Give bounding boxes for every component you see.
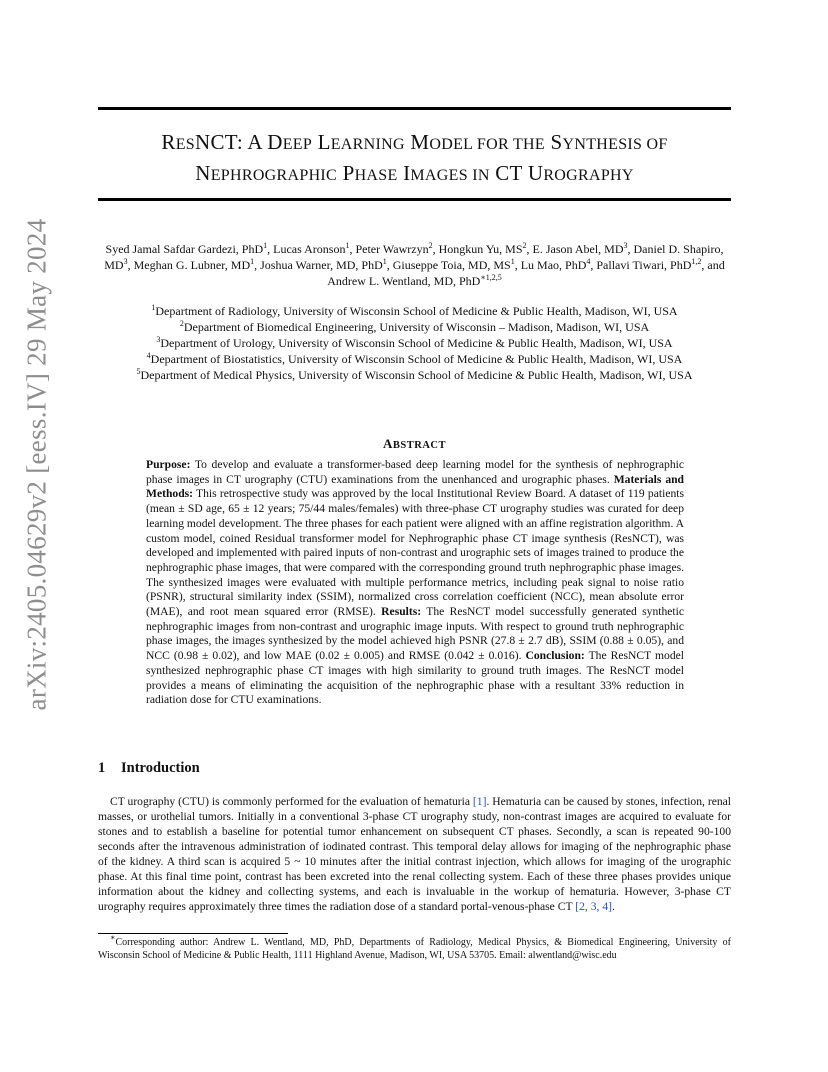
author: [521, 258, 591, 272]
author: [260, 258, 387, 272]
author-affiliation-mark: 1: [510, 257, 515, 266]
title-segment: YNTHESIS OF: [562, 136, 668, 153]
abstract-label: Results:: [381, 605, 422, 619]
title-segment: MAGES IN: [410, 167, 490, 184]
abstract-label: Conclusion:: [525, 649, 585, 663]
title-segment: EARNING: [330, 136, 405, 153]
abstract-heading-rest: BSTRACT: [392, 440, 446, 451]
citation-group-2-4: [2, 3, 4]: [575, 900, 612, 913]
author: [439, 242, 527, 256]
author-conjunction: and: [707, 258, 725, 272]
affiliation-line: [92, 335, 737, 351]
author-affiliation-mark: 2: [522, 241, 527, 250]
abstract-label: Materials and Methods:: [146, 472, 685, 501]
title-segment: ROGRAPHY: [543, 167, 634, 184]
author-affiliation-mark: 1: [263, 241, 268, 250]
affiliation-number: 1: [151, 303, 156, 312]
author-affiliation-mark: 4: [586, 257, 591, 266]
abstract-label: Purpose:: [146, 458, 191, 471]
abstract-text: This retrospective study was approved by the local Institutional Review Board. A dataset of 119 patients (mean ± SD age, 65 ± 12 years; 75/44 males/females) with three-phase CT urography studies was curated for deep learning model development. The three phases for each patient were aligned with an affine registration algorithm. A custom model, coined Residual transformer model for Nephrographic phase CT image synthesis (ResNCT), was developed and implemented with paired inputs of non-contrast and urographic sets of images trained to produce the nephrographic phase images, that were compared with the corresponding ground truth nephrographic phase images. The synthesized images were evaluated with multiple performance metrics, including peak signal to noise ratio (PSNR), structural similarity index (SSIM), normalized cross correlation coefficient (NCC), mean absolute error (MAE), and root mean squared error (RMSE).: [146, 487, 684, 619]
author-name: Joshua Warner, MD, PhD: [260, 258, 383, 272]
abstract-heading: [98, 436, 731, 452]
abstract-body: [146, 458, 684, 708]
title-segment: CT U: [489, 161, 544, 185]
corresponding-author-footnote: [98, 933, 731, 963]
abstract-text: The ResNCT model synthesized nephrographic phase CT images with high similarity to ground truth images. The ResNCT model provides a means of eliminating the acquisition of the nephrographic phase with a resultant 33% reduction in radiation dose for CTU examinations.: [146, 649, 684, 707]
author-name: Lucas Aronson: [273, 242, 346, 256]
affiliation-line: [92, 367, 737, 383]
affiliation-number: 4: [146, 351, 151, 360]
author-list: Syed Jamal Safdar Gardezi, PhD$^1$, Lucas Aronson$^1$, Peter Wawrzyn$^2$, Hongkun Yu, $MS^2$, E. Jason Abel, $MD^3$, Daniel D. Shapiro, $MD^3$, Meghan G. Lubner, $MD^1$, Joshua Warner, MD, PhD$^1$, Giuseppe Toia, MD, $MS^1$, Lu Mao, PhD$^4$, Pallavi Tiwari, PhD$^{1,2}$, and Andrew L. Wentland, MD, PhD$^{∗1,2,5}$: [104, 241, 725, 288]
abstract-text: The ResNCT model successfully generated synthetic nephrographic images from non-contrast and urographic image inputs. With respect to ground truth nephrographic phase images, the images synthesized by the model achieved high PSNR (27.8 ± 2.7 dB), SSIM (0.88 ± 0.05), and NCC (0.98 ± 0.02), and low MAE (0.02 ± 0.005) and RMSE (0.042 ± 0.016).: [146, 605, 684, 663]
affiliation-number: 2: [179, 319, 184, 328]
title-segment: M: [404, 130, 430, 154]
intro-text-2: . Hematuria can be caused by stones, infection, renal masses, or urothelial tumors. Initially in a conventional 3-phase CT urography study, non-contrast images are acquired to evaluate for stones and to establish a baseline for potential tumor enhancement on subsequent CT phases. Secondly, a scan is repeated 90-100 seconds after the intravenous administration of iodinated contrast. This temporal delay allows for imaging of the nephrographic phase of the kidney. A third scan is acquired 5 ~ 10 minutes after the initial contrast injection, which allows for imaging of the urographic phase. At this final time point, contrast has been excreted into the renal collecting system. Each of these three phases provides unique information about the kidney and collecting systems, and each is invaluable in the workup of hematuria. However, 3-phase CT urography requires approximately three times the radiation dose of a standard portal-venous-phase CT: [98, 795, 731, 913]
author-name: Hongkun Yu, MS: [438, 242, 523, 256]
affiliation-line: [92, 319, 737, 335]
title-segment: ODEL FOR THE: [429, 136, 545, 153]
citation-4[interactable]: 4: [602, 900, 609, 913]
author-affiliation-mark: 3: [123, 257, 128, 266]
title-segment: EEP: [282, 136, 313, 153]
arxiv-identifier: [21, 218, 52, 710]
title-segment: P: [337, 161, 355, 185]
author-name: Syed Jamal Safdar Gardezi, PhD: [105, 242, 264, 256]
affiliation-number: 3: [156, 335, 161, 344]
author-affiliation-mark: 1: [250, 257, 255, 266]
affiliation-line: [92, 351, 737, 367]
affiliation-text: Department of Medical Physics, University of Wisconsin School of Medicine & Public Health, Madison, WI, USA: [140, 368, 693, 382]
section-heading-introduction: [98, 760, 731, 777]
arxiv-identifier-text: arXiv:2405.04629v2 [eess.IV] 29 May 2024: [21, 218, 52, 710]
affiliation-line: [92, 303, 737, 319]
citation-1[interactable]: [1]: [472, 795, 487, 808]
section-number: 1: [98, 760, 106, 776]
citation-3[interactable]: 3: [590, 900, 597, 913]
author-name: Pallavi Tiwari, PhD: [596, 258, 692, 272]
author-affiliation-mark: 1,2: [691, 257, 702, 266]
abstract-text: To develop and evaluate a transformer-based deep learning model for the synthesis of nephrographic phase images in CT urography (CTU) examinations from the unenhanced and urographic phases.: [146, 458, 684, 486]
affiliation-list: [92, 303, 737, 383]
title-segment: ES: [175, 136, 195, 153]
title-segment: HASE: [354, 167, 398, 184]
author: [393, 258, 515, 272]
author-name: Andrew L. Wentland, MD, PhD: [327, 274, 481, 288]
author-name: Meghan G. Lubner, MD: [133, 258, 251, 272]
title-segment: R: [161, 130, 176, 154]
title-segment: I: [397, 161, 411, 185]
title-segment: EPHROGRAPHIC: [210, 167, 338, 184]
author: [134, 258, 255, 272]
author-name: Daniel D. Shapiro, MD: [104, 242, 724, 272]
author-affiliation-mark: 2: [428, 241, 433, 250]
affiliation-number: 5: [136, 367, 141, 376]
author: [355, 242, 432, 256]
author-affiliation-mark: 1: [345, 241, 350, 250]
author-affiliation-mark: 1: [382, 257, 387, 266]
footnote-text: Corresponding author: Andrew L. Wentland, MD, PhD, Departments of Radiology, Medical Physics, & Biomedical Engineering, University of Wisconsin School of Medicine & Public Health, 1111 Highland Avenue, Madison, WI, USA 53705. Email: alwentland@wisc.edu: [98, 937, 731, 962]
author-affiliation-mark: 3: [623, 241, 628, 250]
footnote-mark: ∗: [110, 933, 116, 942]
introduction-paragraph: [98, 794, 731, 914]
paper-title-line-2: [98, 159, 731, 190]
intro-text-1: CT urography (CTU) is commonly performed for the evaluation of hematuria: [110, 795, 473, 808]
title-segment: NCT: A D: [194, 130, 283, 154]
author: [596, 258, 701, 272]
paper-title: [98, 128, 731, 190]
title-segment: S: [544, 130, 563, 154]
author: [273, 242, 349, 256]
author-name: Giuseppe Toia, MD, MS: [392, 258, 511, 272]
affiliation-text: Department of Radiology, University of Wisconsin School of Medicine & Public Health, Madison, WI, USA: [155, 304, 678, 318]
abstract-heading-initial: A: [383, 436, 393, 451]
title-rule-bottom: [98, 198, 731, 201]
author-name: Peter Wawrzyn: [355, 242, 429, 256]
title-segment: L: [312, 130, 331, 154]
author: [106, 242, 268, 256]
author-affiliation-mark: ∗1,2,5: [480, 273, 502, 282]
section-title-text: Introduction: [121, 760, 200, 776]
author: [533, 242, 628, 256]
affiliation-text: Department of Biomedical Engineering, University of Wisconsin – Madison, Madison, WI, USA: [183, 320, 650, 334]
footnote-rule: [98, 933, 288, 934]
intro-text-3: .: [611, 900, 615, 913]
author-name: E. Jason Abel, MD: [532, 242, 624, 256]
citation-2[interactable]: 2: [579, 900, 585, 913]
title-segment: N: [195, 161, 211, 185]
affiliation-text: Department of Biostatistics, University of Wisconsin School of Medicine & Public Health, Madison, WI, USA: [150, 352, 683, 366]
title-rule-top: [98, 107, 731, 110]
paper-title-line-1: [98, 128, 731, 159]
author-name: Lu Mao, PhD: [520, 258, 587, 272]
affiliation-text: Department of Urology, University of Wisconsin School of Medicine & Public Health, Madison, WI, USA: [160, 336, 673, 350]
